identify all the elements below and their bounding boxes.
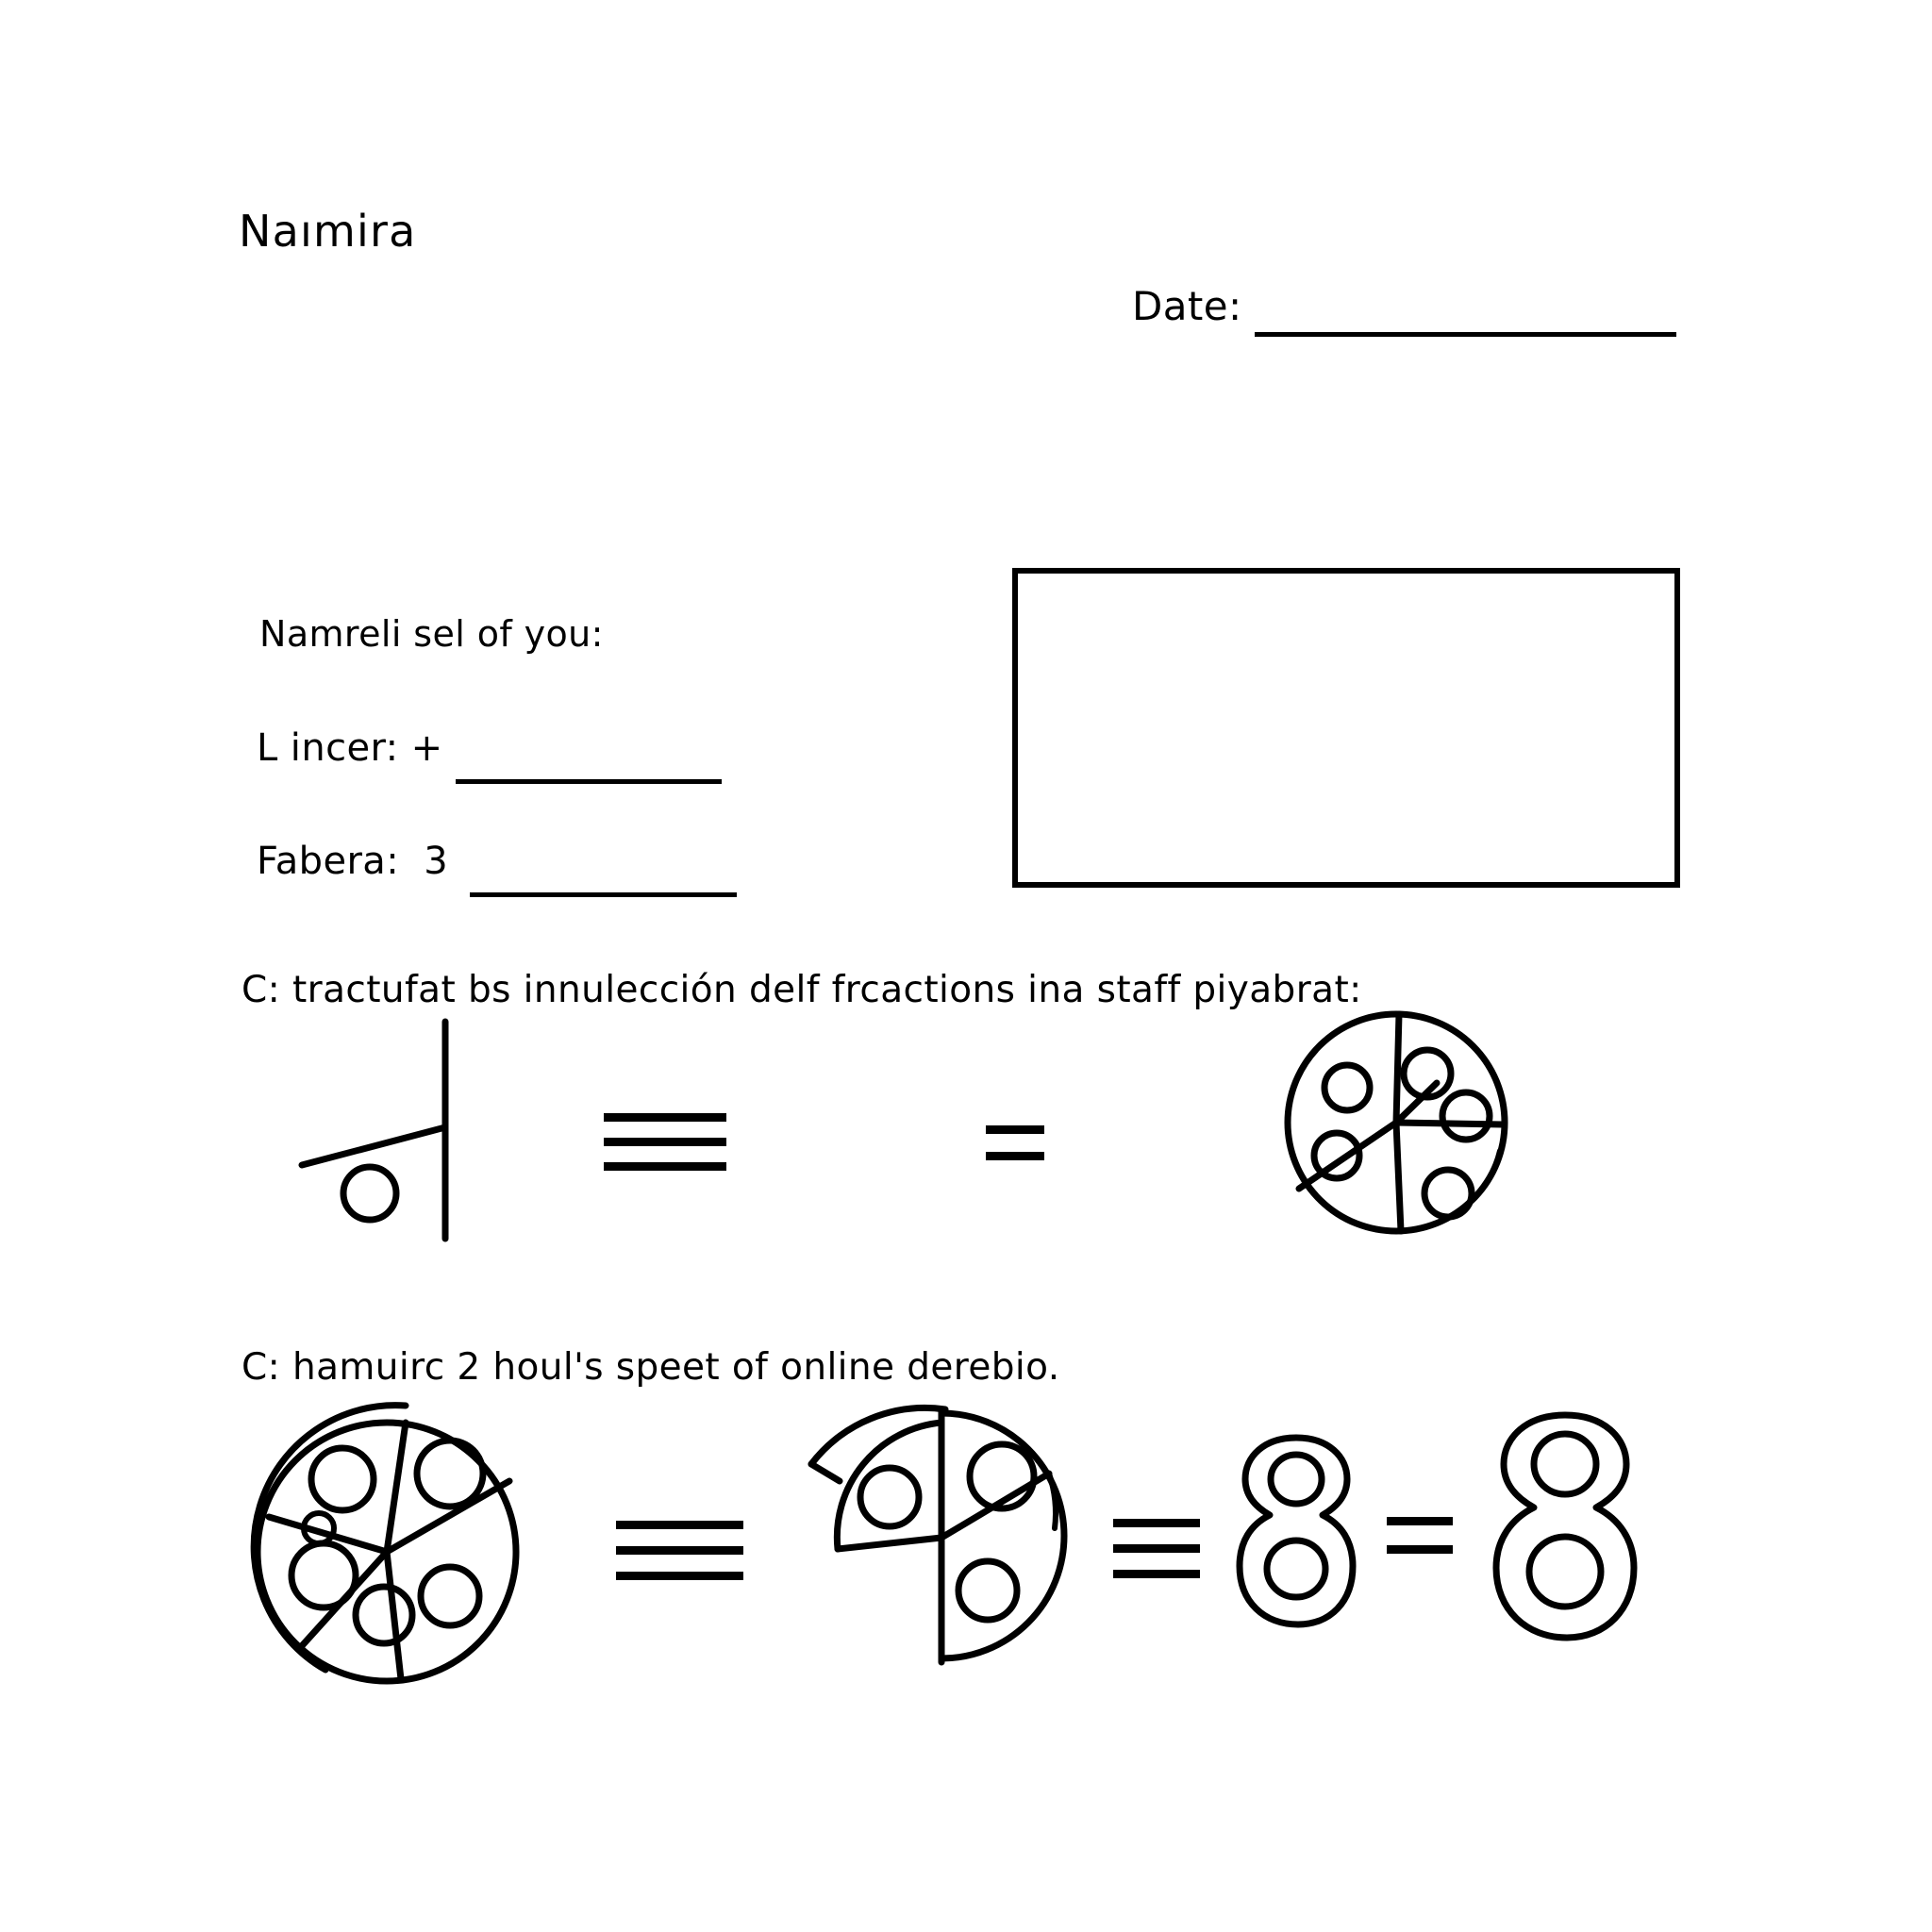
question-2-operator-3 bbox=[1387, 1517, 1472, 1574]
question-1-operator-1 bbox=[604, 1113, 736, 1179]
question-2-prompt: C: hamuirc 2 houl's speet of online derebio. bbox=[242, 1346, 1060, 1389]
instruction-item-1-label: L incer: + bbox=[257, 726, 443, 770]
pizza-five-slices bbox=[1278, 1000, 1524, 1245]
instruction-item-2-label: Fabera: 3 bbox=[257, 840, 449, 883]
digit-eight-large bbox=[1491, 1409, 1641, 1664]
date-label: Date: bbox=[1132, 283, 1242, 329]
question-1-prompt: C: tractufat bs innulección delf frcactions ina staff pіyabrat: bbox=[242, 969, 1362, 1011]
question-1-operator-2 bbox=[986, 1125, 1061, 1173]
degenerate-fraction-sketch bbox=[283, 1014, 500, 1250]
answer-box[interactable] bbox=[1012, 568, 1680, 888]
instructions-heading: Namreli sel of you: bbox=[259, 613, 604, 655]
instruction-item-1-blank-line[interactable] bbox=[456, 779, 722, 784]
student-name-text: Naımira bbox=[239, 206, 417, 257]
pizza-partial bbox=[802, 1406, 1085, 1707]
question-2-operator-1 bbox=[616, 1521, 758, 1587]
question-2-operator-2 bbox=[1113, 1519, 1217, 1585]
digit-eight-small bbox=[1236, 1432, 1358, 1649]
instruction-item-2-blank-line[interactable] bbox=[470, 892, 737, 897]
date-blank-line[interactable] bbox=[1255, 332, 1676, 337]
pizza-whole-crust bbox=[241, 1396, 533, 1698]
